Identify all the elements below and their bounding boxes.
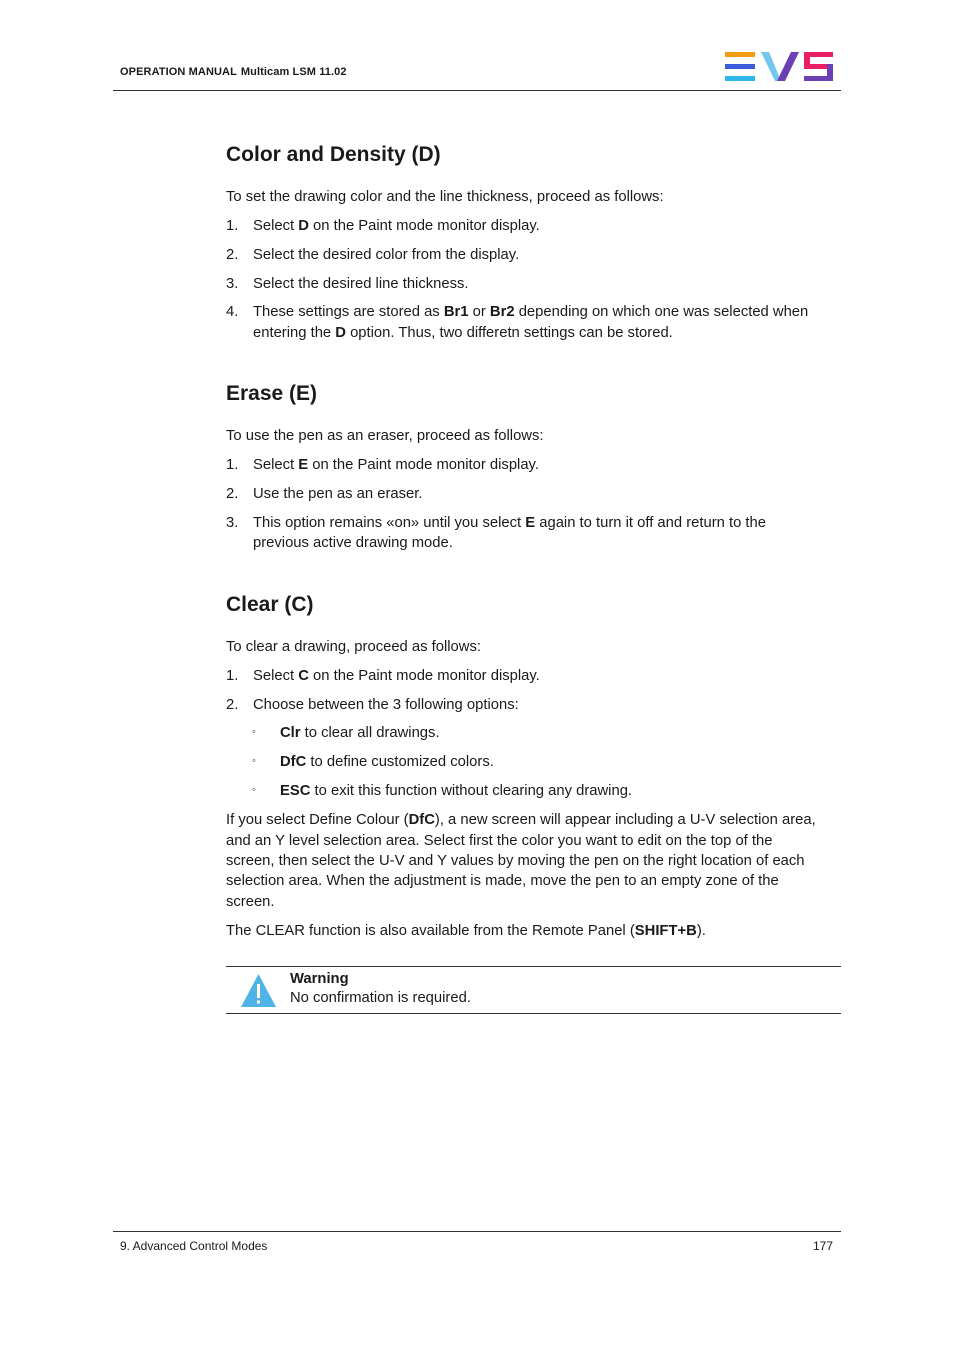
- text-run: to exit this function without clearing any drawing.: [310, 783, 633, 799]
- bold-text: C: [298, 668, 309, 684]
- list-text: Choose between the 3 following options:: [253, 697, 519, 713]
- list-text: Use the pen as an eraser.: [253, 486, 423, 502]
- list-number: 2.: [226, 697, 239, 713]
- dfc-paragraph-line1: [226, 810, 816, 830]
- list-text: [253, 513, 766, 533]
- page-header: [113, 0, 841, 91]
- bold-text: DfC: [408, 812, 435, 828]
- section-heading-color: Color and Density (D): [226, 143, 441, 166]
- list-number: 1.: [226, 218, 239, 234]
- list-number: 3.: [226, 515, 239, 531]
- text-run: option. Thus, two differetn settings can be stored.: [345, 325, 673, 341]
- text-run: These settings are stored as: [253, 304, 444, 320]
- text-run: Select: [253, 668, 299, 684]
- clear-intro: To clear a drawing, proceed as follows:: [226, 639, 481, 655]
- list-text-line2: [253, 323, 673, 343]
- list-text: [253, 302, 808, 322]
- text-run: depending on which one was selected when: [514, 304, 809, 320]
- list-number: 1.: [226, 457, 239, 473]
- bold-text: E: [525, 515, 536, 531]
- text-run: If you select Define Colour (: [226, 812, 409, 828]
- bullet-icon: ◦: [252, 784, 256, 796]
- section-heading-clear: Clear (C): [226, 593, 314, 616]
- text-run: to clear all drawings.: [300, 725, 440, 741]
- list-number: 3.: [226, 276, 239, 292]
- color-intro: To set the drawing color and the line thickness, proceed as follows:: [226, 189, 664, 205]
- bullet-icon: ◦: [252, 726, 256, 738]
- bold-text: Br1: [443, 304, 469, 320]
- text-run: ), a new screen will appear including a U-V selection area,: [434, 812, 816, 828]
- option-text: [280, 723, 440, 743]
- list-text: [253, 216, 540, 236]
- text-run: entering the: [253, 325, 336, 341]
- bold-text: D: [298, 218, 309, 234]
- warning-triangle-icon: [240, 973, 277, 1008]
- option-text: [280, 781, 632, 801]
- option-text: [280, 752, 494, 772]
- text-run: on the Paint mode monitor display.: [308, 668, 540, 684]
- warning-box: [226, 966, 841, 1014]
- bold-text: E: [298, 457, 309, 473]
- list-number: 1.: [226, 668, 239, 684]
- text-run: or: [468, 304, 490, 320]
- text-run: on the Paint mode monitor display.: [308, 457, 539, 473]
- text-run: The CLEAR function is also available from the Remote Panel (: [226, 923, 635, 939]
- bold-text: ESC: [280, 783, 311, 799]
- section-heading-erase: Erase (E): [226, 382, 318, 405]
- bold-text: SHIFT+B: [634, 923, 697, 939]
- text-run: to define customized colors.: [306, 754, 494, 770]
- list-text: [253, 666, 540, 686]
- dfc-paragraph-line2: and an Y level selection area. Select first the color you want to edit on the top of the: [226, 833, 773, 849]
- text-run: ).: [696, 923, 706, 939]
- text-run: Select: [253, 218, 299, 234]
- manual-title: [120, 66, 347, 78]
- evs-logo-icon: [725, 52, 835, 82]
- remote-panel-paragraph: [226, 921, 706, 941]
- page-footer: [113, 1231, 841, 1261]
- dfc-paragraph-line5: screen.: [226, 894, 275, 910]
- list-text: Select the desired color from the display.: [253, 247, 520, 263]
- dfc-paragraph-line4: selection area. When the adjustment is made, move the pen to an empty zone of the: [226, 873, 779, 889]
- manual-title-main: OPERATION MANUAL: [120, 66, 237, 78]
- text-run: on the Paint mode monitor display.: [308, 218, 540, 234]
- bold-text: D: [335, 325, 346, 341]
- list-text: [253, 455, 539, 475]
- erase-intro: To use the pen as an eraser, proceed as follows:: [226, 428, 544, 444]
- list-number: 4.: [226, 304, 239, 320]
- bold-text: Br2: [489, 304, 515, 320]
- footer-chapter: 9. Advanced Control Modes: [120, 1239, 268, 1253]
- text-run: This option remains «on» until you select: [253, 515, 526, 531]
- list-text: Select the desired line thickness.: [253, 276, 469, 292]
- bold-text: DfC: [280, 754, 307, 770]
- page-number: 177: [812, 1239, 833, 1253]
- list-number: 2.: [226, 486, 239, 502]
- dfc-paragraph-line3: screen, then select the U-V and Y values by moving the pen on the right location of each: [226, 853, 805, 869]
- warning-title: Warning: [290, 971, 349, 987]
- text-run: again to turn it off and return to the: [535, 515, 767, 531]
- bold-text: Clr: [280, 725, 301, 741]
- manual-subtitle: Multicam LSM 11.02: [240, 66, 347, 78]
- text-run: Select: [253, 457, 299, 473]
- list-text-line2: previous active drawing mode.: [253, 535, 453, 551]
- bullet-icon: ◦: [252, 755, 256, 767]
- list-number: 2.: [226, 247, 239, 263]
- warning-text: No confirmation is required.: [290, 990, 471, 1006]
